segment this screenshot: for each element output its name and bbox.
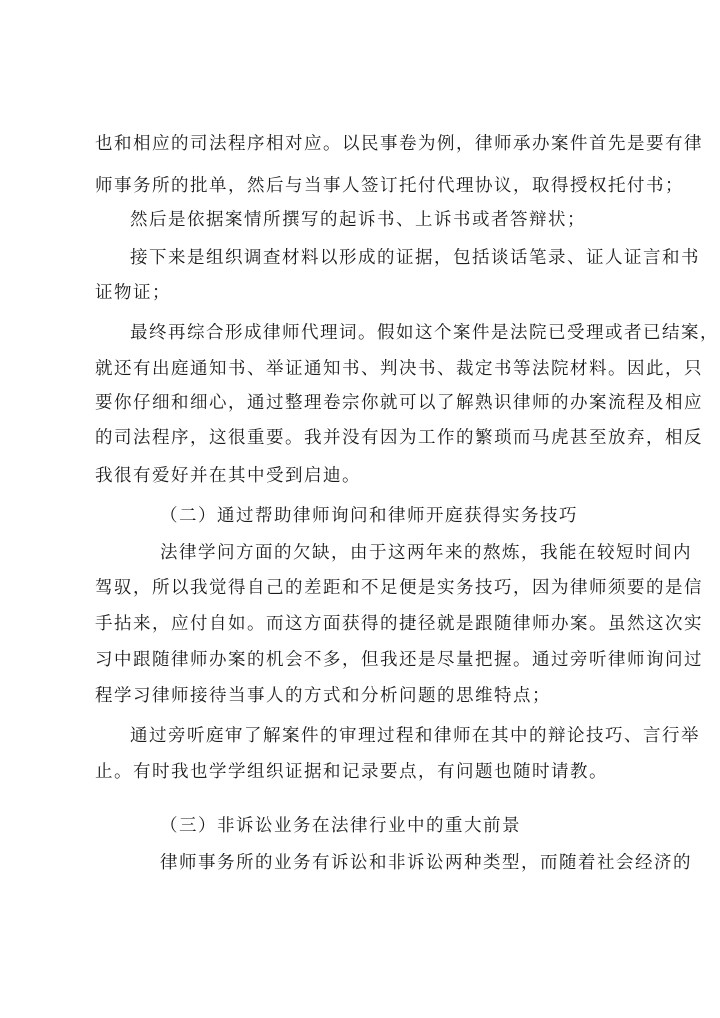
text-line: 然后是依据案情所撰写的起诉书、上诉书或者答辩状；	[130, 210, 586, 230]
text-line: 也和相应的司法程序相对应。以民事卷为例，律师承办案件首先是要有律	[95, 134, 703, 154]
text-line: 法律学问方面的欠缺，由于这两年来的熬炼，我能在较短时间内	[160, 543, 692, 563]
text-line: 程学习律师接待当事人的方式和分析问题的思维特点；	[95, 686, 551, 706]
text-line: 就还有出庭通知书、举证通知书、判决书、裁定书等法院材料。因此，只	[95, 359, 703, 379]
text-line: 我很有爱好并在其中受到启迪。	[95, 466, 361, 486]
text-line: 习中跟随律师办案的机会不多，但我还是尽量把握。通过旁听律师询问过	[95, 650, 703, 670]
section-heading: （三）非诉讼业务在法律行业中的重大前景	[160, 816, 521, 836]
text-line: 师事务所的批单，然后与当事人签订托付代理协议，取得授权托付书；	[95, 176, 684, 196]
section-heading: （二）通过帮助律师询问和律师开庭获得实务技巧	[160, 506, 578, 526]
text-line: 通过旁听庭审了解案件的审理过程和律师在其中的辩论技巧、言行举	[130, 726, 700, 746]
text-line: 最终再综合形成律师代理词。假如这个案件是法院已受理或者已结案，	[130, 323, 719, 343]
text-line: 律师事务所的业务有诉讼和非诉讼两种类型，而随着社会经济的	[160, 853, 692, 873]
text-line: 的司法程序，这很重要。我并没有因为工作的繁琐而马虎甚至放弃，相反	[95, 428, 703, 448]
text-line: 驾驭，所以我觉得自己的差距和不足便是实务技巧，因为律师须要的是信	[95, 578, 703, 598]
text-line: 要你仔细和细心，通过整理卷宗你就可以了解熟识律师的办案流程及相应	[95, 393, 703, 413]
text-line: 接下来是组织调查材料以形成的证据，包括谈话笔录、证人证言和书	[130, 248, 700, 268]
text-line: 手拈来，应付自如。而这方面获得的捷径就是跟随律师办案。虽然这次实	[95, 614, 703, 634]
text-line: 证物证；	[95, 283, 171, 303]
text-line: 止。有时我也学学组织证据和记录要点，有问题也随时请教。	[95, 762, 608, 782]
